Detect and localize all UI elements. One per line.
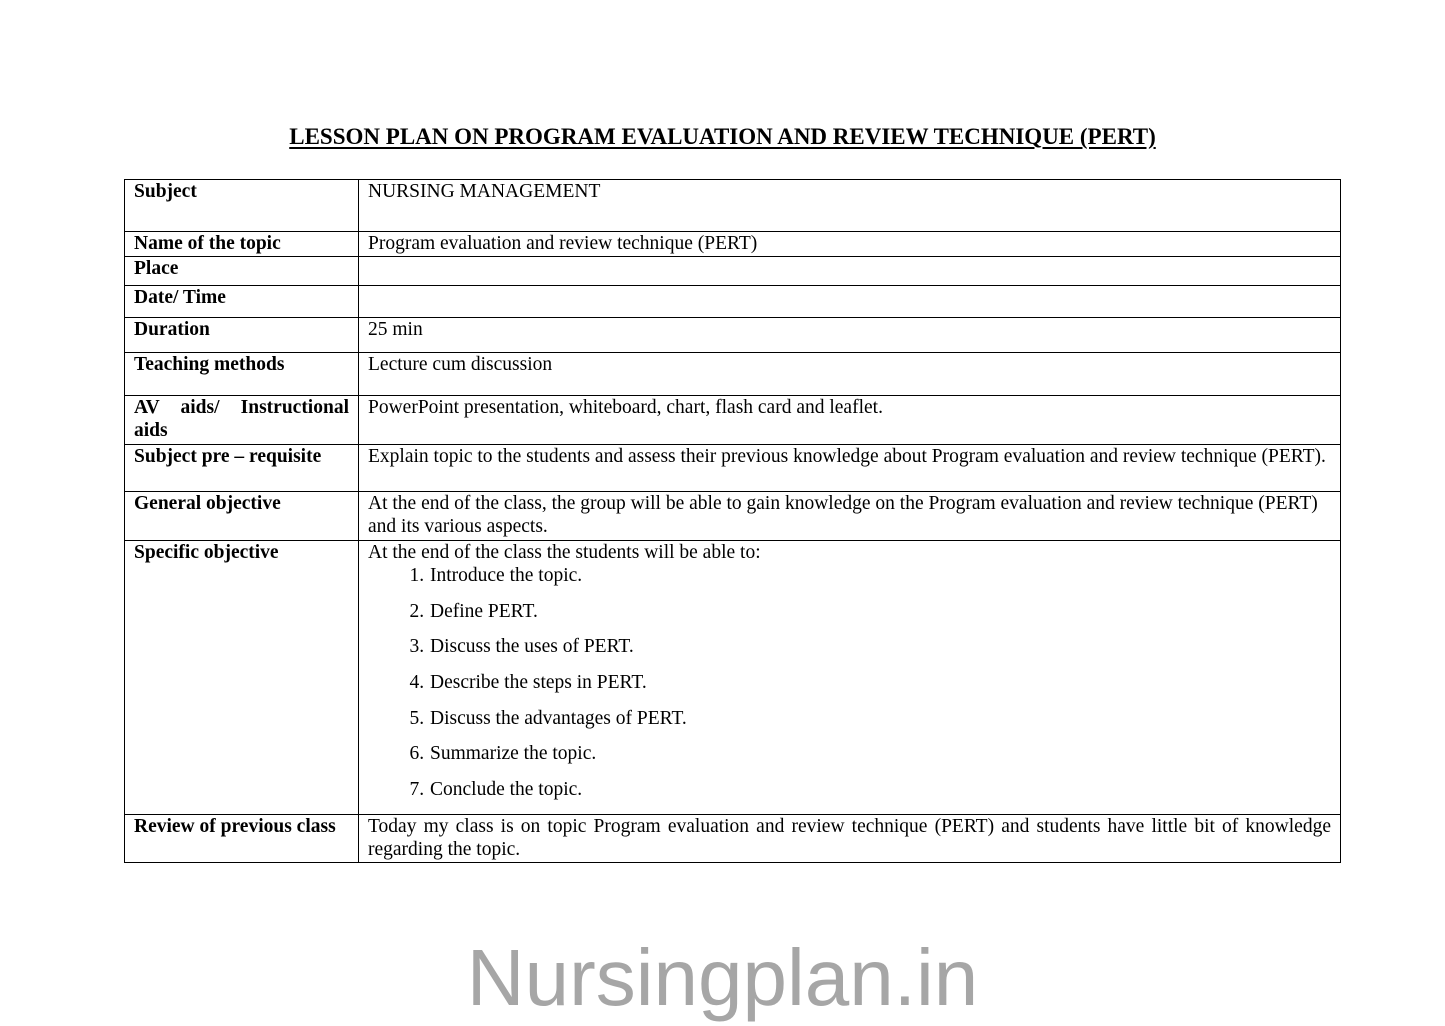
row-duration	[125, 317, 1341, 352]
objectives-list	[368, 564, 1331, 802]
teaching-methods-value: Lecture cum discussion	[359, 352, 1341, 395]
objective-item: 7. Conclude the topic.	[429, 778, 1331, 802]
subject-value: NURSING MANAGEMENT	[359, 180, 1341, 232]
av-aids-label: AV aids/ Instructional aids	[125, 395, 359, 444]
row-general-objective	[125, 491, 1341, 540]
prerequisite-label: Subject pre – requisite	[125, 444, 359, 491]
teaching-methods-label: Teaching methods	[125, 352, 359, 395]
duration-value: 25 min	[359, 317, 1341, 352]
prerequisite-value: Explain topic to the students and assess their previous knowledge about Program evaluation and review technique (PERT).	[359, 444, 1341, 491]
row-topic	[125, 232, 1341, 257]
date-time-label: Date/ Time	[125, 285, 359, 317]
objective-item: 2. Define PERT.	[429, 600, 1331, 624]
row-teaching-methods	[125, 352, 1341, 395]
av-aids-value: PowerPoint presentation, whiteboard, chart, flash card and leaflet.	[359, 395, 1341, 444]
general-objective-value: At the end of the class, the group will be able to gain knowledge on the Program evaluation and review technique (PERT) and its various aspects.	[359, 491, 1341, 540]
objective-item: 5. Discuss the advantages of PERT.	[429, 707, 1331, 731]
date-time-value	[359, 285, 1341, 317]
objective-item: 4. Describe the steps in PERT.	[429, 671, 1331, 695]
row-av-aids	[125, 395, 1341, 444]
place-label: Place	[125, 256, 359, 285]
objective-item: 6. Summarize the topic.	[429, 742, 1331, 766]
watermark: Nursingplan.in	[466, 933, 979, 1022]
general-objective-label: General objective	[125, 491, 359, 540]
document-title: LESSON PLAN ON PROGRAM EVALUATION AND REVIEW TECHNIQUE (PERT)	[289, 124, 1156, 149]
row-place	[125, 256, 1341, 285]
row-review	[125, 814, 1341, 862]
review-label: Review of previous class	[125, 814, 359, 862]
specific-objective-value	[359, 540, 1341, 814]
objective-item: 1. Introduce the topic.	[429, 564, 1331, 588]
objective-item: 3. Discuss the uses of PERT.	[429, 635, 1331, 659]
row-specific-objective	[125, 540, 1341, 814]
specific-objective-label: Specific objective	[125, 540, 359, 814]
review-value: Today my class is on topic Program evaluation and review technique (PERT) and students have little bit of knowledge regarding the topic.	[359, 814, 1341, 862]
row-date-time	[125, 285, 1341, 317]
topic-value: Program evaluation and review technique (PERT)	[359, 232, 1341, 257]
row-subject	[125, 180, 1341, 232]
subject-label: Subject	[125, 180, 359, 232]
topic-label: Name of the topic	[125, 232, 359, 257]
duration-label: Duration	[125, 317, 359, 352]
lesson-plan-table	[124, 179, 1341, 863]
specific-objective-intro: At the end of the class the students will be able to:	[368, 541, 761, 563]
row-prerequisite	[125, 444, 1341, 491]
place-value	[359, 256, 1341, 285]
